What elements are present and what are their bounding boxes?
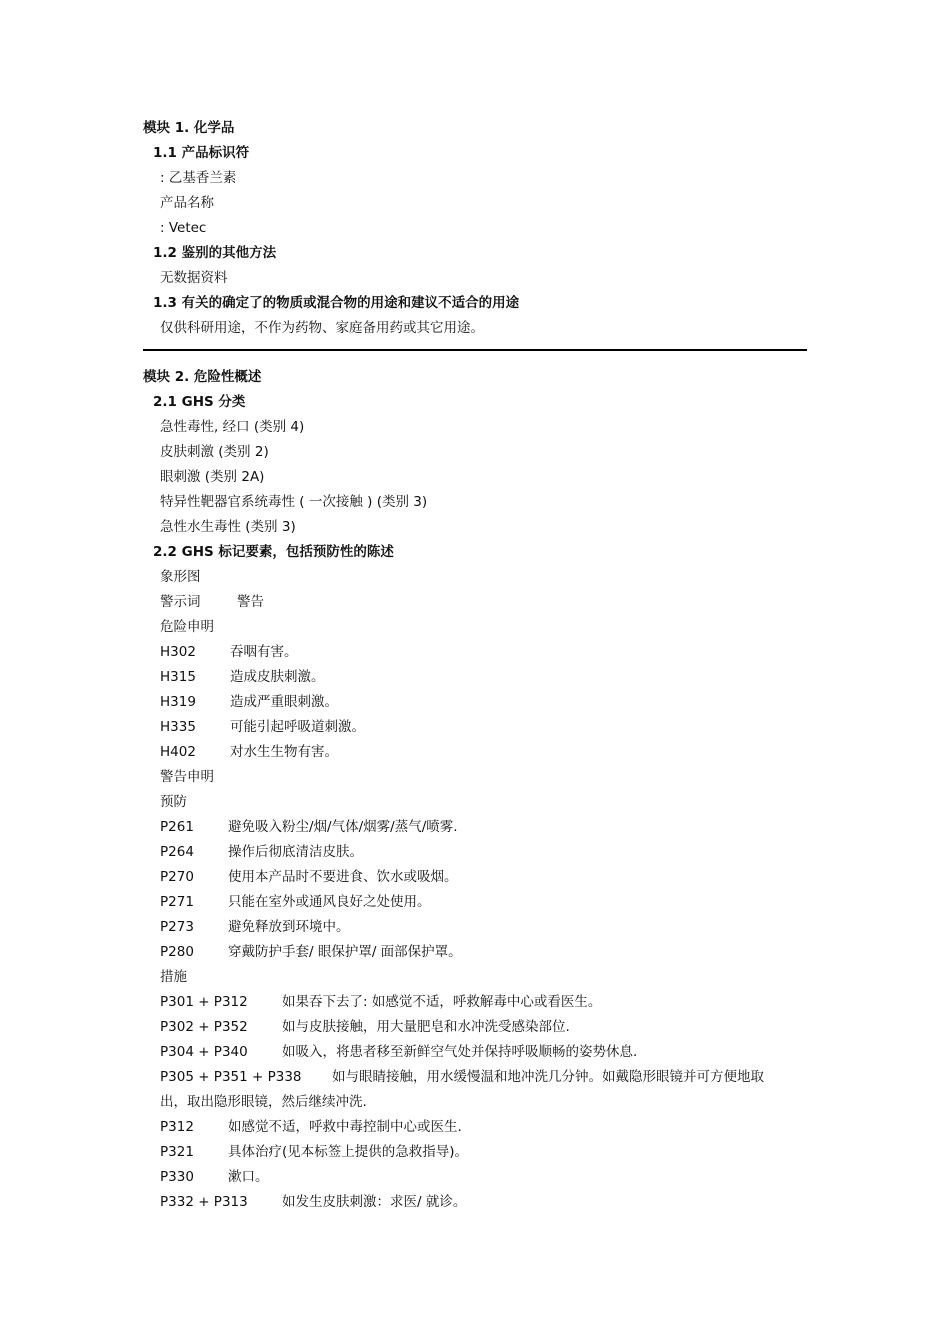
precaution-code: P280: [160, 944, 194, 960]
signal-word-label: 警示词: [160, 594, 201, 610]
subsection-1-1-title: 1.1 产品标识符: [153, 145, 250, 161]
subsection-1-3-title: 1.3 有关的确定了的物质或混合物的用途和建议不适合的用途: [153, 295, 520, 311]
hazard-code: H335: [160, 719, 196, 735]
precaution-code: P270: [160, 869, 194, 885]
precaution-code: P271: [160, 894, 194, 910]
precaution-code: P302 + P352: [160, 1019, 248, 1035]
response-row: [160, 992, 601, 1012]
hazard-code: H315: [160, 669, 196, 685]
hazard-row: [160, 692, 338, 712]
precaution-code: P305 + P351 + P338: [160, 1069, 302, 1085]
hazard-code: H302: [160, 644, 196, 660]
brand-value: : Vetec: [160, 220, 207, 236]
response-row: [160, 1067, 764, 1087]
precaution-text: 具体治疗(见本标签上提供的急救指导)。: [228, 1144, 469, 1160]
section-2-title: 模块 2. 危险性概述: [143, 369, 262, 385]
precaution-text: 使用本产品时不要进食、饮水或吸烟。: [228, 869, 458, 885]
prevention-row: [160, 892, 431, 912]
precaution-code: P304 + P340: [160, 1044, 248, 1060]
classification-item: 急性水生毒性 (类别 3): [160, 519, 296, 535]
section-1-title: 模块 1. 化学品: [143, 120, 235, 136]
hazard-text: 对水生生物有害。: [230, 744, 338, 760]
hazard-code: H319: [160, 694, 196, 710]
precaution-code: P312: [160, 1119, 194, 1135]
hazard-statements-label: 危险申明: [160, 619, 214, 635]
precautionary-statements-label: 警告申明: [160, 769, 214, 785]
product-name-label: 产品名称: [160, 195, 214, 211]
prevention-row: [160, 942, 462, 962]
signal-word-row: [160, 592, 264, 612]
response-row: [160, 1042, 637, 1062]
precaution-code: P301 + P312: [160, 994, 248, 1010]
hazard-row: [160, 642, 298, 662]
precaution-text: 如感觉不适，呼救中毒控制中心或医生.: [228, 1119, 462, 1135]
precaution-text: 穿戴防护手套/ 眼保护罩/ 面部保护罩。: [228, 944, 462, 960]
precaution-code: P273: [160, 919, 194, 935]
precaution-text: 避免吸入粉尘/烟/气体/烟雾/蒸气/喷雾.: [228, 819, 458, 835]
hazard-text: 可能引起呼吸道刺激。: [230, 719, 365, 735]
hazard-row: [160, 667, 325, 687]
prevention-label: 预防: [160, 794, 187, 810]
response-row: [160, 1017, 570, 1037]
subsection-2-1-title: 2.1 GHS 分类: [153, 394, 246, 410]
response-row: [160, 1167, 269, 1187]
precaution-text: 如与眼睛接触，用水缓慢温和地冲洗几分钟。如戴隐形眼镜并可方便地取: [332, 1069, 764, 1085]
response-row: [160, 1192, 466, 1212]
pictogram-label: 象形图: [160, 569, 201, 585]
precaution-code: P332 + P313: [160, 1194, 248, 1210]
hazard-text: 吞咽有害。: [230, 644, 298, 660]
signal-word-value: 警告: [237, 594, 264, 610]
prevention-row: [160, 867, 458, 887]
classification-item: 眼刺激 (类别 2A): [160, 469, 265, 485]
precaution-code: P264: [160, 844, 194, 860]
product-name-value: : 乙基香兰素: [160, 170, 237, 186]
uses-text: 仅供科研用途，不作为药物、家庭备用药或其它用途。: [160, 320, 484, 336]
precaution-text: 如发生皮肤刺激：求医/ 就诊。: [282, 1194, 467, 1210]
hazard-text: 造成严重眼刺激。: [230, 694, 338, 710]
classification-item: 特异性靶器官系统毒性 ( 一次接触 ) (类别 3): [160, 494, 428, 510]
prevention-row: [160, 917, 350, 937]
prevention-row: [160, 842, 363, 862]
response-row: [160, 1117, 462, 1137]
section-divider: [143, 349, 807, 351]
precaution-text: 如吸入，将患者移至新鲜空气处并保持呼吸顺畅的姿势休息.: [282, 1044, 638, 1060]
precaution-text: 如果吞下去了: 如感觉不适，呼救解毒中心或看医生。: [282, 994, 602, 1010]
precaution-text: 只能在室外或通风良好之处使用。: [228, 894, 431, 910]
hazard-code: H402: [160, 744, 196, 760]
precaution-text: 漱口。: [228, 1169, 269, 1185]
prevention-row: [160, 817, 458, 837]
classification-item: 皮肤刺激 (类别 2): [160, 444, 269, 460]
response-label: 措施: [160, 969, 187, 985]
precaution-text: 操作后彻底清洁皮肤。: [228, 844, 363, 860]
response-row-continuation: [160, 1092, 367, 1112]
response-row: [160, 1142, 468, 1162]
hazard-row: [160, 742, 338, 762]
other-identification-text: 无数据资料: [160, 270, 228, 286]
precaution-code: P321: [160, 1144, 194, 1160]
precaution-text: 出，取出隐形眼镜，然后继续冲洗.: [160, 1094, 367, 1110]
precaution-text: 如与皮肤接触，用大量肥皂和水冲洗受感染部位.: [282, 1019, 570, 1035]
precaution-text: 避免释放到环境中。: [228, 919, 350, 935]
classification-item: 急性毒性, 经口 (类别 4): [160, 419, 305, 435]
subsection-1-2-title: 1.2 鉴别的其他方法: [153, 245, 277, 261]
hazard-row: [160, 717, 365, 737]
precaution-code: P261: [160, 819, 194, 835]
precaution-code: P330: [160, 1169, 194, 1185]
hazard-text: 造成皮肤刺激。: [230, 669, 325, 685]
subsection-2-2-title: 2.2 GHS 标记要素，包括预防性的陈述: [153, 544, 394, 560]
